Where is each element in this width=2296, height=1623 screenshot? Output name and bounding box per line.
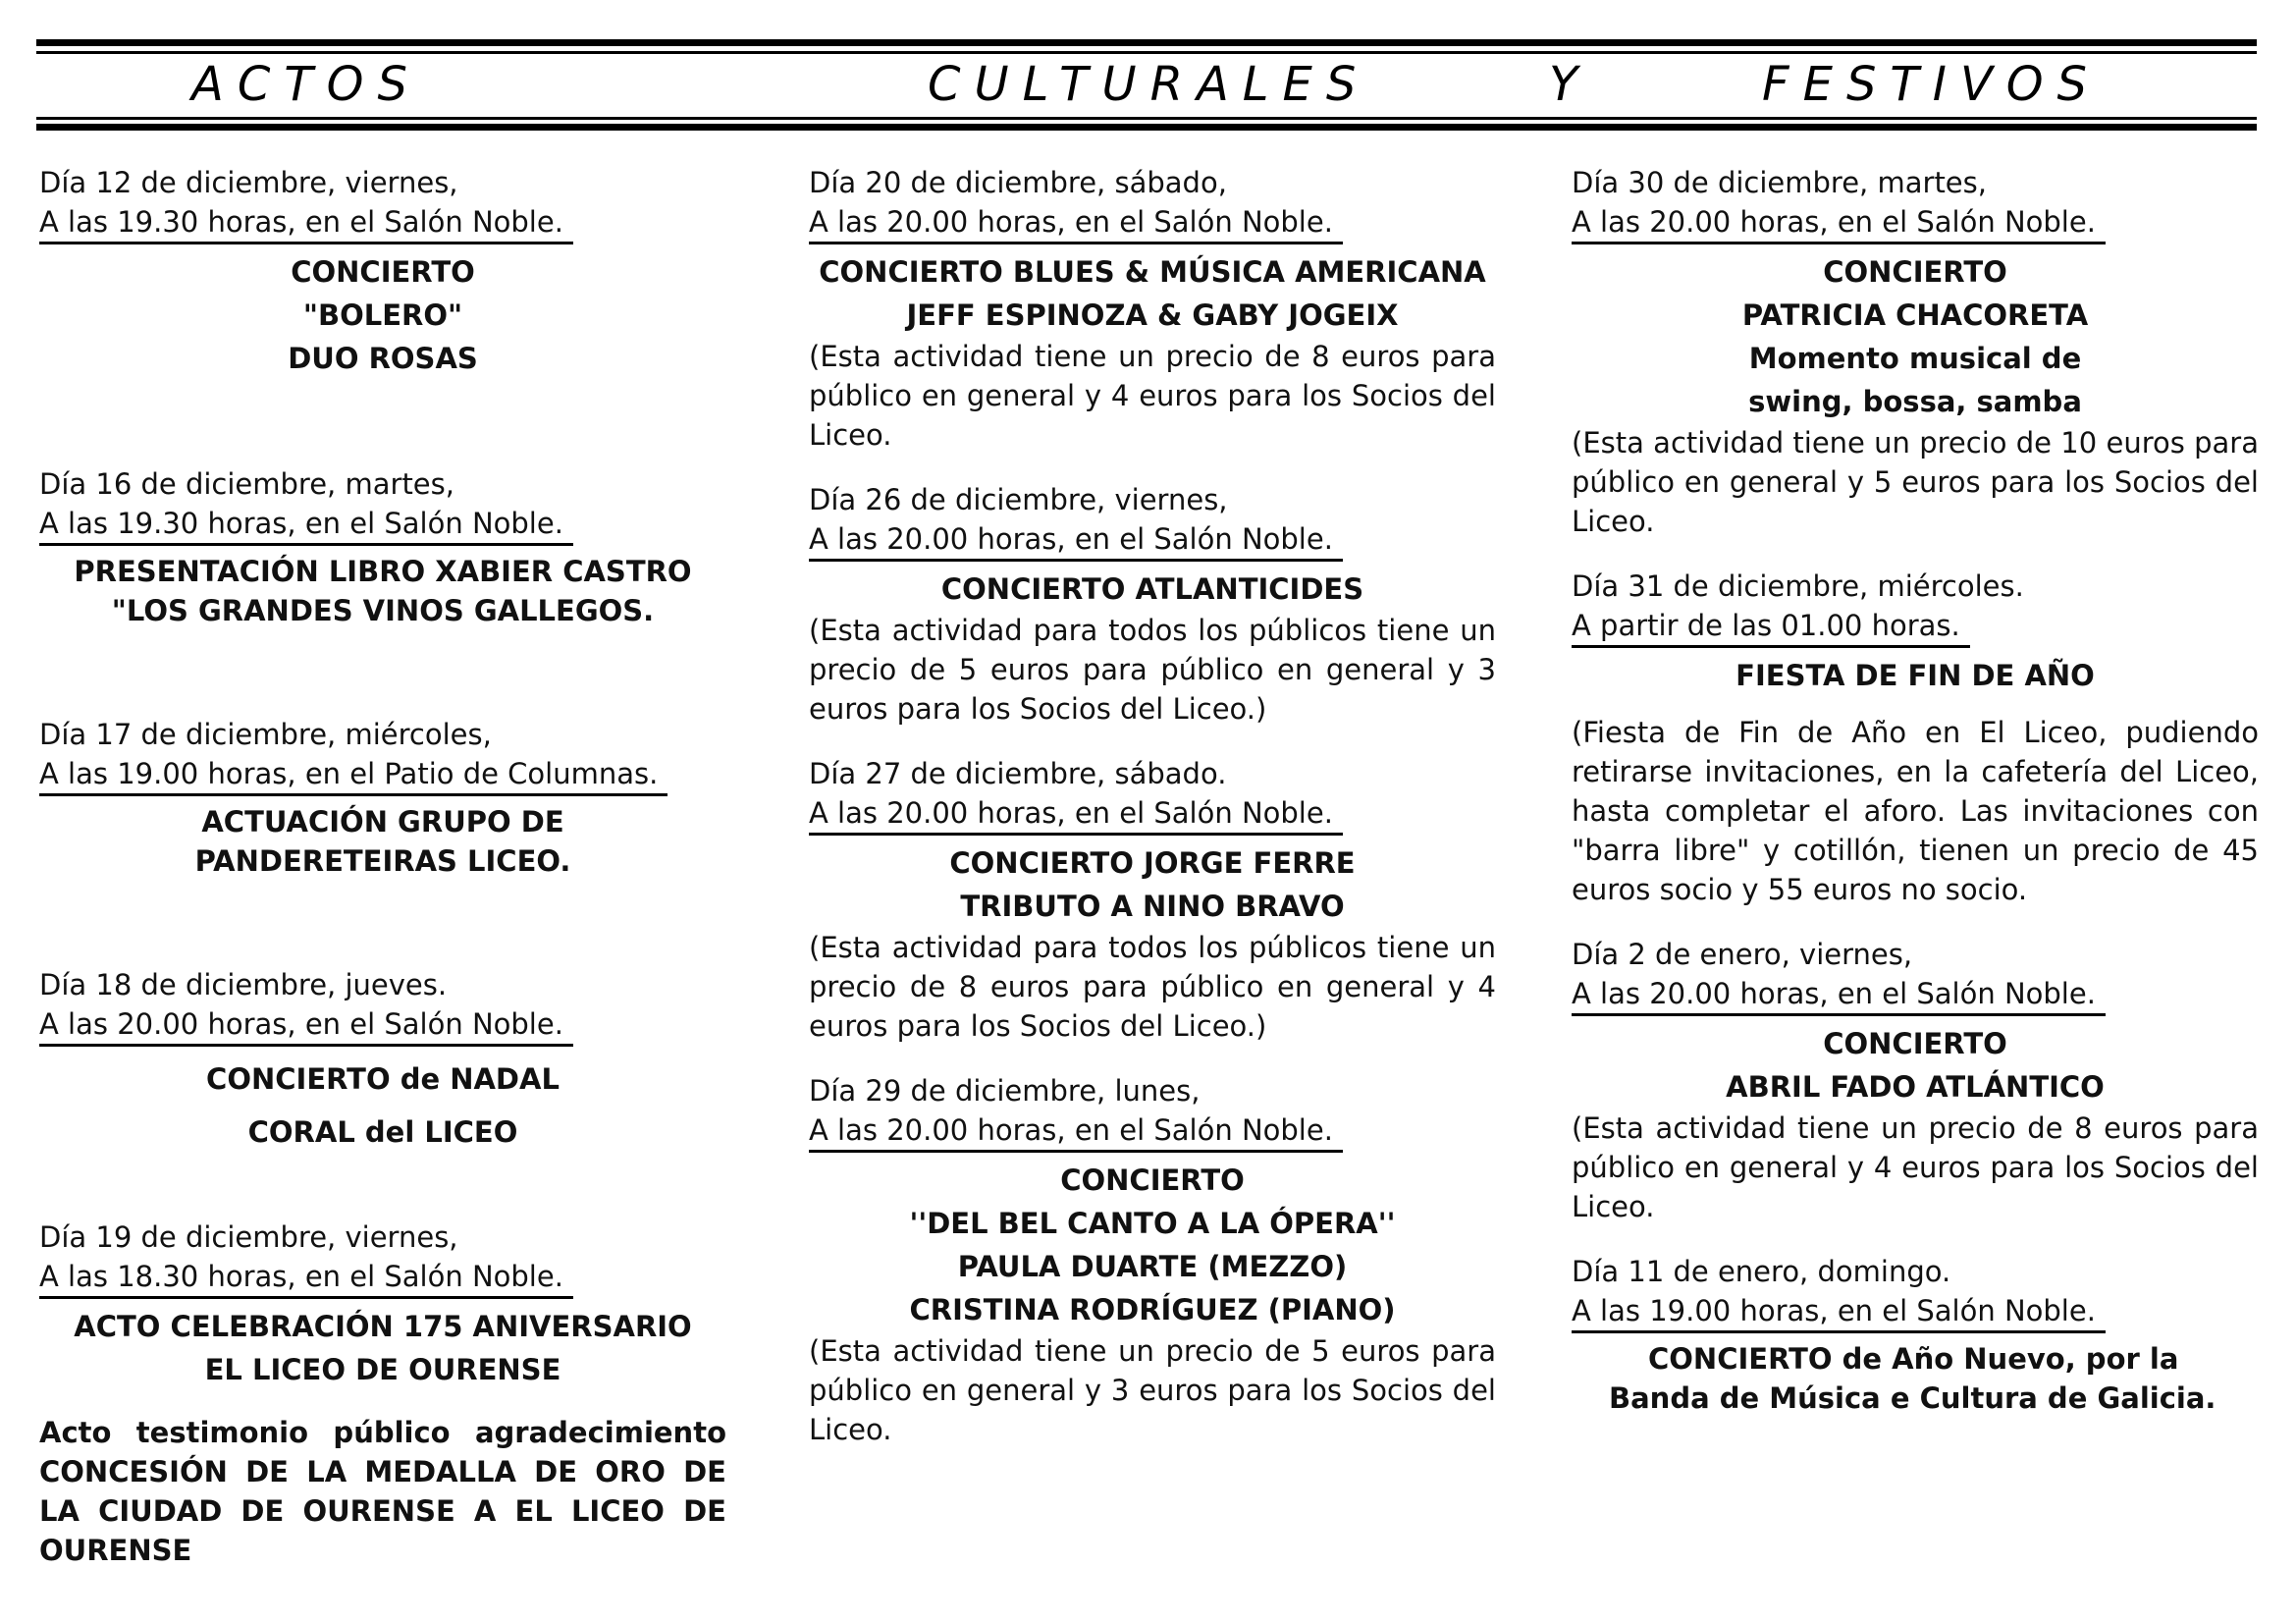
event-date: Día 17 de diciembre, miércoles, bbox=[39, 718, 492, 751]
event-dec-12 bbox=[39, 163, 726, 380]
event-time: A las 20.00 horas, en el Salón Noble. bbox=[1572, 202, 2106, 244]
event-title: PATRICIA CHACORETA bbox=[1741, 298, 2089, 332]
event-dec-30 bbox=[1572, 163, 2259, 541]
event-title: CONCIERTO de NADAL bbox=[206, 1062, 560, 1096]
event-time: A las 20.00 horas, en el Salón Noble. bbox=[809, 1110, 1343, 1153]
event-date: Día 20 de diciembre, sábado, bbox=[809, 166, 1227, 199]
event-title: TRIBUTO A NINO BRAVO bbox=[960, 890, 1345, 923]
column-left bbox=[39, 163, 726, 1570]
event-title: "LOS GRANDES VINOS GALLEGOS. bbox=[111, 594, 655, 627]
event-note: Acto testimonio público agradecimiento CONCESIÓN DE LA MEDALLA DE ORO DE LA CIUDAD DE OURENSE A EL LICEO DE OURENSE bbox=[39, 1416, 726, 1567]
event-title: CONCIERTO ATLANTICIDES bbox=[940, 572, 1364, 606]
event-time: A las 20.00 horas, en el Salón Noble. bbox=[809, 202, 1343, 244]
event-title: CONCIERTO bbox=[1060, 1163, 1245, 1197]
event-jan-11 bbox=[1572, 1252, 2259, 1418]
header-rule-top-thin bbox=[36, 51, 2257, 54]
event-title: ACTUACIÓN GRUPO DE bbox=[201, 805, 564, 839]
event-description: (Esta actividad para todos los públicos tiene un precio de 5 euros para público en general y 3 euros para los Socios del Liceo.) bbox=[809, 614, 1496, 726]
event-title: DUO ROSAS bbox=[288, 342, 478, 375]
event-title: swing, bossa, samba bbox=[1748, 385, 2082, 418]
event-date: Día 30 de diciembre, martes, bbox=[1572, 166, 1987, 199]
event-time: A las 20.00 horas, en el Salón Noble. bbox=[809, 793, 1343, 836]
event-date: Día 12 de diciembre, viernes, bbox=[39, 166, 458, 199]
event-title: PANDERETEIRAS LICEO. bbox=[194, 844, 571, 878]
event-title: CRISTINA RODRÍGUEZ (PIANO) bbox=[909, 1293, 1396, 1326]
event-time: A las 19.30 horas, en el Salón Noble. bbox=[39, 202, 573, 244]
event-jan-2 bbox=[1572, 935, 2259, 1226]
event-title: ACTO CELEBRACIÓN 175 ANIVERSARIO bbox=[74, 1310, 692, 1343]
event-description: (Esta actividad tiene un precio de 10 euros para público en general y 5 euros para los Socios del Liceo. bbox=[1572, 426, 2259, 538]
event-date: Día 29 de diciembre, lunes, bbox=[809, 1074, 1201, 1108]
event-title: EL LICEO DE OURENSE bbox=[204, 1353, 561, 1386]
event-description: (Esta actividad para todos los públicos tiene un precio de 8 euros para público en general y 4 euros para los Socios del Liceo.) bbox=[809, 931, 1496, 1043]
event-title: FIESTA DE FIN DE AÑO bbox=[1735, 659, 2095, 692]
event-description: (Esta actividad tiene un precio de 8 euros para público en general y 4 euros para los Socios del Liceo. bbox=[1572, 1111, 2259, 1223]
event-dec-17 bbox=[39, 715, 726, 881]
event-title: CORAL del LICEO bbox=[247, 1115, 518, 1149]
event-description: (Esta actividad tiene un precio de 8 euros para público en general y 4 euros para los Socios del Liceo. bbox=[809, 340, 1496, 452]
event-title: CONCIERTO JORGE FERRE bbox=[949, 846, 1356, 880]
event-date: Día 2 de enero, viernes, bbox=[1572, 938, 1913, 971]
column-middle bbox=[809, 163, 1496, 1449]
header-rule-bottom-thick bbox=[36, 124, 2257, 131]
event-title: ABRIL FADO ATLÁNTICO bbox=[1726, 1070, 2105, 1104]
event-title: CONCIERTO bbox=[291, 255, 475, 289]
event-title: "BOLERO" bbox=[302, 298, 463, 332]
event-dec-31 bbox=[1572, 567, 2259, 909]
event-time: A las 20.00 horas, en el Salón Noble. bbox=[39, 1004, 573, 1047]
column-right bbox=[1572, 163, 2259, 1418]
event-title: CONCIERTO BLUES & MÚSICA AMERICANA bbox=[819, 255, 1486, 289]
event-description: (Esta actividad tiene un precio de 5 euros para público en general y 3 euros para los Socios del Liceo. bbox=[809, 1334, 1496, 1446]
event-time: A las 19.30 horas, en el Salón Noble. bbox=[39, 504, 573, 546]
event-description: (Fiesta de Fin de Año en El Liceo, pudiendo retirarse invitaciones, en la cafetería del Liceo, hasta completar el aforo. Las invitaciones con "barra libre" y cotillón, tienen un precio de 45 euros socio y 55 euros no socio. bbox=[1572, 716, 2259, 906]
event-date: Día 26 de diciembre, viernes, bbox=[809, 483, 1228, 516]
event-dec-29 bbox=[809, 1071, 1496, 1449]
title-word-festivos: FESTIVOS bbox=[1762, 57, 2101, 112]
event-date: Día 19 de diciembre, viernes, bbox=[39, 1220, 458, 1254]
header-rule-bottom-thin bbox=[36, 117, 2257, 120]
event-dec-19 bbox=[39, 1217, 726, 1570]
event-date: Día 18 de diciembre, jueves. bbox=[39, 968, 448, 1001]
title-word-actos: ACTOS bbox=[191, 57, 421, 112]
event-title: Momento musical de bbox=[1748, 342, 2082, 375]
title-word-y: Y bbox=[1549, 57, 1592, 112]
event-dec-16 bbox=[39, 464, 726, 630]
event-date: Día 16 de diciembre, martes, bbox=[39, 467, 454, 501]
event-time: A las 19.00 horas, en el Salón Noble. bbox=[1572, 1291, 2106, 1333]
title-word-culturales: CULTURALES bbox=[928, 57, 1370, 112]
event-dec-20 bbox=[809, 163, 1496, 455]
event-date: Día 11 de enero, domingo. bbox=[1572, 1255, 1951, 1288]
event-dec-26 bbox=[809, 480, 1496, 729]
event-time: A las 20.00 horas, en el Salón Noble. bbox=[809, 519, 1343, 562]
event-time: A las 18.30 horas, en el Salón Noble. bbox=[39, 1257, 573, 1299]
event-time: A las 19.00 horas, en el Patio de Columnas. bbox=[39, 754, 667, 796]
event-title: JEFF ESPINOZA & GABY JOGEIX bbox=[906, 298, 1399, 332]
event-title: PRESENTACIÓN LIBRO XABIER CASTRO bbox=[74, 555, 692, 588]
event-date: Día 31 de diciembre, miércoles. bbox=[1572, 569, 2024, 603]
event-time: A las 20.00 horas, en el Salón Noble. bbox=[1572, 974, 2106, 1016]
event-dec-18 bbox=[39, 965, 726, 1159]
header-rule-top-thick bbox=[36, 39, 2257, 46]
event-dec-27 bbox=[809, 754, 1496, 1046]
event-title: PAULA DUARTE (MEZZO) bbox=[957, 1250, 1348, 1283]
event-title: ''DEL BEL CANTO A LA ÓPERA'' bbox=[909, 1207, 1396, 1240]
event-time: A partir de las 01.00 horas. bbox=[1572, 606, 1970, 648]
event-title: CONCIERTO de Año Nuevo, por la Banda de Música e Cultura de Galicia. bbox=[1609, 1342, 2216, 1415]
event-date: Día 27 de diciembre, sábado. bbox=[809, 757, 1227, 790]
event-title: CONCIERTO bbox=[1823, 1027, 2007, 1060]
event-title: CONCIERTO bbox=[1823, 255, 2007, 289]
